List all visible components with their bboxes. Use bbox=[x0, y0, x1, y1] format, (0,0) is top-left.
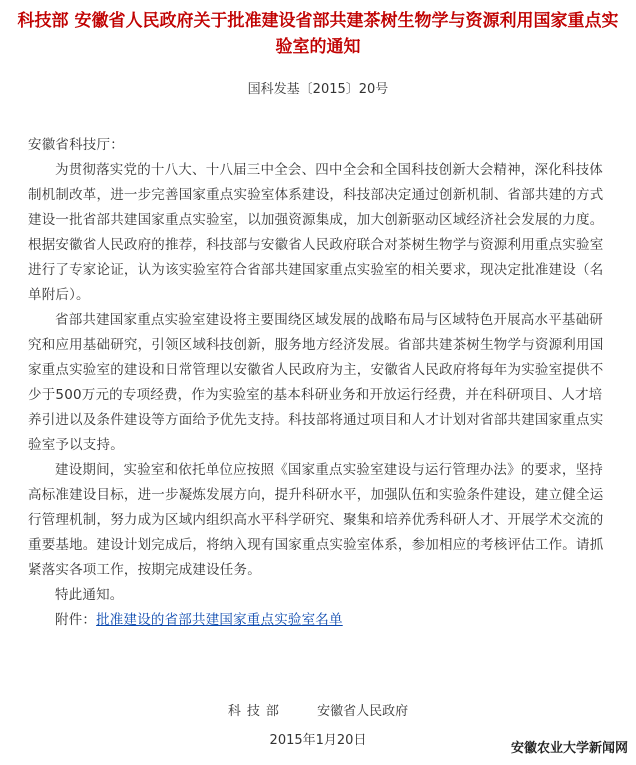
body-paragraph-2: 省部共建国家重点实验室建设将主要围绕区域发展的战略布局与区域特色开展高水平基础研究和应用基础研究，引领区域科技创新，服务地方经济发展。省部共建茶树生物学与资源利用国家重点实验室的建设和日常管理以安徽省人民政府为主，安徽省人民政府将每年为实验室提供不少于500万元的专项经费，作为实验室的基本科研业务和开放运行经费，并在科研项目、人才培养引进以及条件建设等方面给予优先支持。科技部将通过项目和人才计划对省部共建国家重点实验室予以支持。 bbox=[28, 312, 604, 453]
document-body bbox=[28, 133, 616, 633]
document-number: 国科发基〔2015〕20号 bbox=[247, 82, 389, 97]
signatories bbox=[0, 702, 636, 722]
issue-date: 2015年1月20日 bbox=[269, 733, 367, 748]
body-paragraph-3: 建设期间，实验室和依托单位应按照《国家重点实验室建设与运行管理办法》的要求，坚持高标准建设目标，进一步凝炼发展方向，提升科研水平，加强队伍和实验条件建设，建立健全运行管理机制，努力成为区域内组织高水平科学研究、聚集和培养优秀科研人才、开展学术交流的重要基地。建设计划完成后，将纳入现有国家重点实验室体系，参加相应的考核评估工作。请抓紧落实各项工作，按期完成建设任务。 bbox=[28, 462, 604, 578]
attachment-line bbox=[28, 608, 616, 633]
recipient-line: 安徽省科技厅： bbox=[28, 137, 124, 153]
closing-line: 特此通知。 bbox=[55, 587, 124, 603]
body-paragraph-1: 为贯彻落实党的十八大、十八届三中全会、四中全会和全国科技创新大会精神，深化科技体制机制改革，进一步完善国家重点实验室体系建设，科技部决定通过创新机制、省部共建的方式建设一批省部共建国家重点实验室，以加强资源集成，加大创新驱动区域经济社会发展的力度。根据安徽省人民政府的推荐，科技部与安徽省人民政府联合对茶树生物学与资源利用重点实验室进行了专家论证，认为该实验室符合省部共建国家重点实验室的相关要求，现决定批准建设（名单附后）。 bbox=[28, 162, 604, 303]
source-watermark: 安徽农业大学新闻网 bbox=[510, 741, 628, 756]
signer-most: 科技部 bbox=[227, 704, 285, 719]
attachment-label: 附件： bbox=[55, 612, 97, 628]
signer-anhui-government: 安徽省人民政府 bbox=[317, 704, 409, 719]
attachment-link[interactable]: 批准建设的省部共建国家重点实验室名单 bbox=[96, 612, 343, 628]
document-title: 科技部 安徽省人民政府关于批准建设省部共建茶树生物学与资源利用国家重点实验室的通知 bbox=[17, 11, 619, 57]
